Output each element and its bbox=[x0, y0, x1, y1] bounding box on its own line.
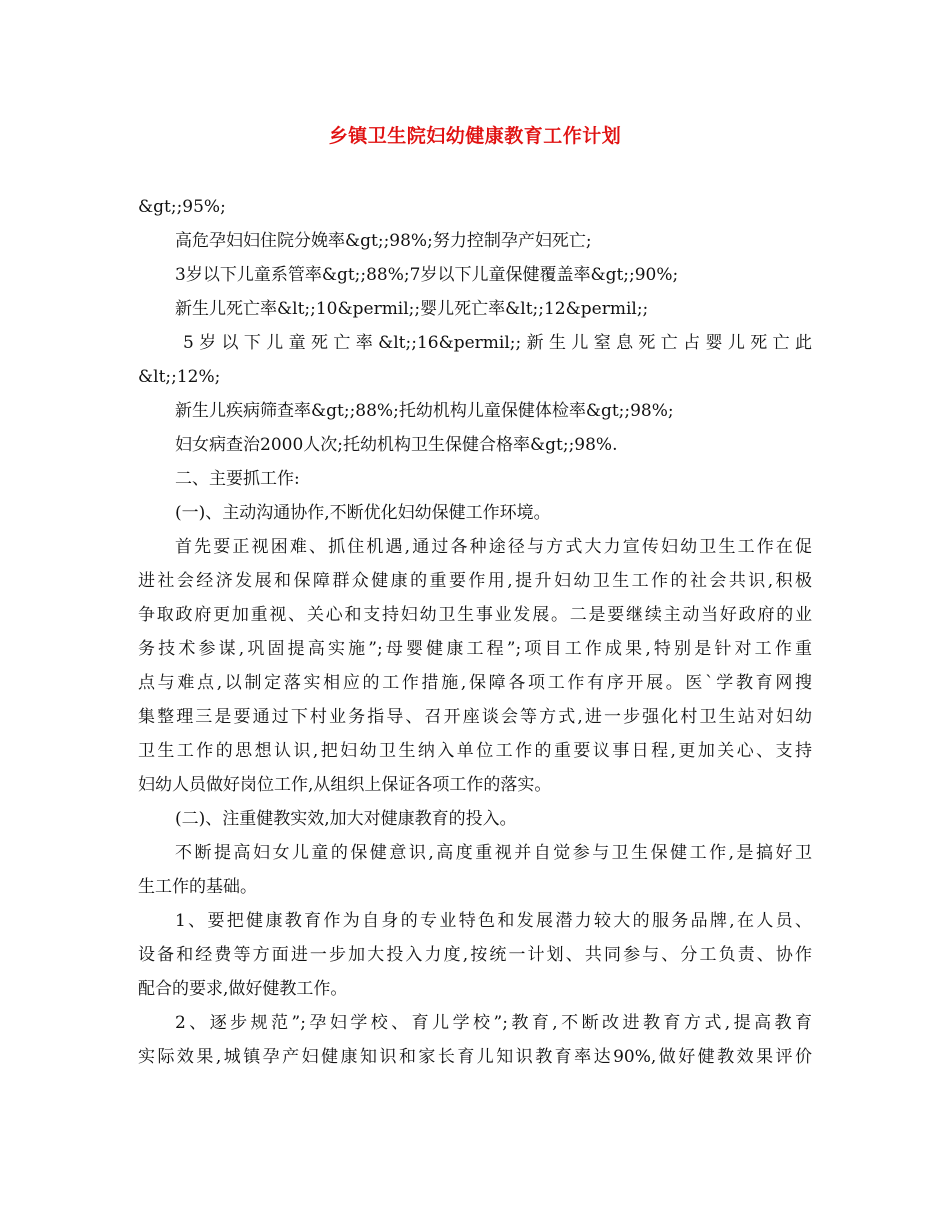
paragraph-line: 卫生工作的思想认识,把妇幼卫生纳入单位工作的重要议事日程,更加关心、支持 bbox=[138, 741, 812, 761]
paragraph-line: 点与难点,以制定落实相应的工作措施,保障各项工作有序开展。医`学教育网搜 bbox=[138, 673, 812, 693]
paragraph-line: 生工作的基础。 bbox=[138, 877, 257, 897]
text-line: 5岁以下儿童死亡率&lt;;16&permil;;新生儿窒息死亡占婴儿死亡此 bbox=[183, 333, 812, 353]
paragraph-line: 进社会经济发展和保障群众健康的重要作用,提升妇幼卫生工作的社会共识,积极 bbox=[138, 571, 812, 591]
paragraph-line: 争取政府更加重视、关心和支持妇幼卫生事业发展。二是要继续主动当好政府的业 bbox=[138, 605, 812, 625]
paragraph-line: 集整理三是要通过下村业务指导、召开座谈会等方式,进一步强化村卫生站对妇幼 bbox=[138, 707, 812, 727]
text-line: 高危孕妇妇住院分娩率&gt;;98%;努力控制孕产妇死亡; bbox=[175, 231, 592, 251]
text-line: 新生儿死亡率&lt;;10&permil;;婴儿死亡率&lt;;12&permil;; bbox=[175, 299, 649, 319]
paragraph-line: 妇幼人员做好岗位工作,从组织上保证各项工作的落实。 bbox=[138, 775, 552, 795]
paragraph-line: 1、要把健康教育作为自身的专业特色和发展潜力较大的服务品牌,在人员、 bbox=[175, 911, 812, 931]
paragraph-line: 务技术参谋,巩固提高实施”;母婴健康工程”;项目工作成果,特别是针对工作重 bbox=[138, 639, 812, 659]
paragraph-line: 不断提高妇女儿童的保健意识,高度重视并自觉参与卫生保健工作,是搞好卫 bbox=[175, 843, 812, 863]
paragraph-line: 配合的要求,做好健教工作。 bbox=[138, 979, 348, 999]
paragraph-line: 实际效果,城镇孕产妇健康知识和家长育儿知识教育率达90%,做好健教效果评价 bbox=[138, 1047, 812, 1067]
subsection-heading: (二)、注重健教实效,加大对健康教育的投入。 bbox=[175, 809, 517, 829]
text-line: &gt;;95%; bbox=[138, 197, 226, 217]
paragraph-line: 设备和经费等方面进一步加大投入力度,按统一计划、共同参与、分工负责、协作 bbox=[138, 945, 812, 965]
text-line: 妇女病查治2000人次;托幼机构卫生保健合格率&gt;;98%. bbox=[175, 435, 618, 455]
document-title: 乡镇卫生院妇幼健康教育工作计划 bbox=[328, 125, 622, 147]
section-heading: 二、主要抓工作: bbox=[175, 469, 300, 489]
text-line: 3岁以下儿童系管率&gt;;88%;7岁以下儿童保健覆盖率&gt;;90%; bbox=[175, 265, 679, 285]
text-line: 新生儿疾病筛查率&gt;;88%;托幼机构儿童保健体检率&gt;;98%; bbox=[175, 401, 674, 421]
text-line: &lt;;12%; bbox=[138, 367, 221, 387]
subsection-heading: (一)、主动沟通协作,不断优化妇幼保健工作环境。 bbox=[175, 503, 551, 523]
paragraph-line: 首先要正视困难、抓住机遇,通过各种途径与方式大力宣传妇幼卫生工作在促 bbox=[175, 537, 812, 557]
paragraph-line: 2、逐步规范”;孕妇学校、育儿学校”;教育,不断改进教育方式,提高教育 bbox=[175, 1013, 812, 1033]
